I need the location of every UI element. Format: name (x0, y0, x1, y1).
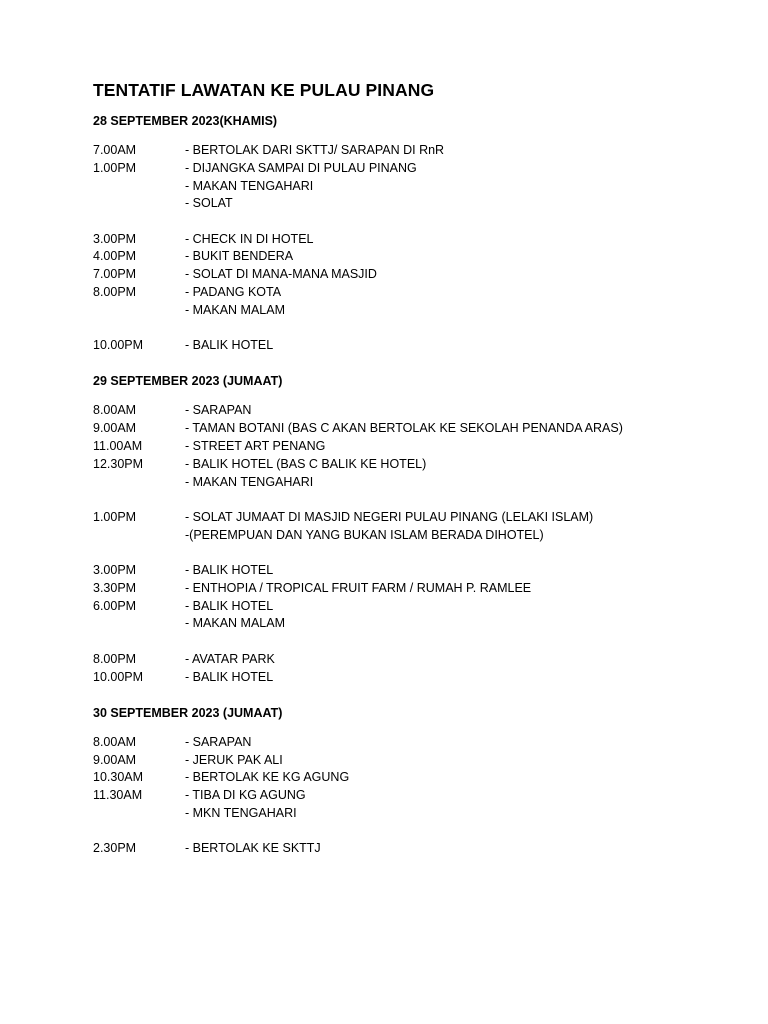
schedule-row (93, 752, 753, 770)
schedule-time: 8.00PM (93, 651, 137, 666)
schedule-activity: - TIBA DI KG AGUNG (185, 788, 306, 803)
day-heading: 30 SEPTEMBER 2023 (JUMAAT) (93, 705, 283, 720)
schedule-time: 7.00PM (93, 267, 137, 282)
schedule-row (93, 580, 753, 598)
schedule-activity: - SOLAT JUMAAT DI MASJID NEGERI PULAU PINANG (LELAKI ISLAM) (185, 509, 594, 524)
schedule-time: 7.00AM (93, 143, 137, 157)
schedule-row (93, 402, 753, 420)
schedule-row (93, 651, 753, 669)
schedule-time: 9.00AM (93, 752, 137, 767)
schedule-time: 3.30PM (93, 580, 137, 595)
schedule-time: 9.00AM (93, 421, 137, 436)
schedule-block (93, 337, 753, 355)
schedule-activity: - SARAPAN (185, 403, 252, 418)
document-title: TENTATIF LAWATAN KE PULAU PINANG (93, 80, 435, 100)
day-heading: 28 SEPTEMBER 2023(KHAMIS) (93, 114, 278, 128)
schedule-row (93, 598, 753, 616)
schedule-row (93, 527, 753, 545)
schedule-activity: -(PEREMPUAN DAN YANG BUKAN ISLAM BERADA DIHOTEL) (185, 527, 544, 542)
schedule-activity: - CHECK IN DI HOTEL (185, 231, 314, 246)
schedule-time (93, 195, 185, 213)
schedule-time: 10.30AM (93, 770, 144, 785)
schedule-row (93, 474, 753, 492)
schedule-row (93, 562, 753, 580)
schedule-row (93, 231, 753, 249)
schedule-time: 8.00AM (93, 734, 137, 749)
schedule-activity: - AVATAR PARK (185, 651, 275, 666)
schedule-row (93, 438, 753, 456)
schedule-time (93, 474, 185, 492)
document-page (93, 78, 753, 876)
schedule-time: 8.00AM (93, 403, 137, 418)
schedule-row (93, 178, 753, 196)
schedule-activity: - DIJANGKA SAMPAI DI PULAU PINANG (185, 160, 417, 175)
schedule-activity: - BALIK HOTEL (185, 598, 274, 613)
schedule-row (93, 142, 753, 160)
schedule-activity: - BUKIT BENDERA (185, 249, 294, 264)
schedule-time (93, 615, 185, 633)
schedule-time: 2.30PM (93, 841, 137, 856)
schedule-row (93, 769, 753, 787)
schedule-block (93, 651, 753, 687)
schedule-time: 3.00PM (93, 563, 137, 578)
schedule-time: 8.00PM (93, 285, 137, 300)
schedule-activity: - BERTOLAK KE SKTTJ (185, 841, 321, 856)
schedule-row (93, 509, 753, 527)
schedule-time (93, 302, 185, 320)
schedule-time (93, 178, 185, 196)
schedule-activity: - SOLAT (185, 196, 233, 211)
schedule-activity: - BALIK HOTEL (185, 338, 274, 353)
schedule-row (93, 805, 753, 823)
schedule-activity: - STREET ART PENANG (185, 439, 326, 454)
schedule-row (93, 337, 753, 355)
schedule-activity: - ENTHOPIA / TROPICAL FRUIT FARM / RUMAH P. RAMLEE (185, 580, 532, 595)
schedule-time: 11.00AM (93, 439, 143, 454)
schedule-row (93, 787, 753, 805)
schedule-time: 10.00PM (93, 338, 144, 353)
schedule-activity: - BALIK HOTEL (BAS C BALIK KE HOTEL) (185, 456, 427, 471)
schedule-row (93, 734, 753, 752)
schedule-time: 1.00PM (93, 509, 137, 524)
schedule-time: 1.00PM (93, 160, 137, 175)
schedule (93, 112, 753, 858)
schedule-activity: - MAKAN TENGAHARI (185, 178, 314, 193)
schedule-time: 6.00PM (93, 598, 137, 613)
schedule-activity: - MKN TENGAHARI (185, 806, 297, 821)
schedule-block (93, 142, 753, 213)
schedule-row (93, 615, 753, 633)
schedule-block (93, 509, 753, 545)
schedule-time: 4.00PM (93, 249, 137, 264)
schedule-block (93, 562, 753, 633)
schedule-row (93, 266, 753, 284)
schedule-activity: - BALIK HOTEL (185, 669, 274, 684)
day-section (93, 372, 753, 686)
schedule-activity: - BERTOLAK DARI SKTTJ/ SARAPAN DI RnR (185, 143, 445, 157)
schedule-row (93, 302, 753, 320)
schedule-row (93, 669, 753, 687)
schedule-time: 3.00PM (93, 231, 137, 246)
schedule-row (93, 840, 753, 858)
schedule-activity: - TAMAN BOTANI (BAS C AKAN BERTOLAK KE SEKOLAH PENANDA ARAS) (185, 421, 623, 436)
schedule-activity: - MAKAN TENGAHARI (185, 474, 314, 489)
day-section (93, 704, 753, 858)
schedule-activity: - MAKAN MALAM (185, 616, 286, 631)
schedule-row (93, 195, 753, 213)
schedule-activity: - JERUK PAK ALI (185, 752, 283, 767)
schedule-row (93, 284, 753, 302)
schedule-row (93, 456, 753, 474)
schedule-block (93, 734, 753, 823)
schedule-activity: - SARAPAN (185, 734, 252, 749)
schedule-time: 12.30PM (93, 456, 144, 471)
schedule-time: 10.00PM (93, 669, 144, 684)
day-heading: 29 SEPTEMBER 2023 (JUMAAT) (93, 374, 283, 389)
schedule-block (93, 840, 753, 858)
schedule-activity: - MAKAN MALAM (185, 302, 286, 317)
schedule-activity: - PADANG KOTA (185, 285, 282, 300)
schedule-block (93, 231, 753, 320)
schedule-block (93, 402, 753, 491)
schedule-row (93, 420, 753, 438)
schedule-time: 11.30AM (93, 788, 143, 803)
schedule-activity: - SOLAT DI MANA-MANA MASJID (185, 267, 377, 282)
day-section (93, 112, 753, 355)
schedule-row (93, 160, 753, 178)
schedule-time (93, 805, 185, 823)
schedule-time (93, 527, 185, 545)
schedule-activity: - BALIK HOTEL (185, 563, 274, 578)
schedule-activity: - BERTOLAK KE KG AGUNG (185, 770, 350, 785)
schedule-row (93, 248, 753, 266)
